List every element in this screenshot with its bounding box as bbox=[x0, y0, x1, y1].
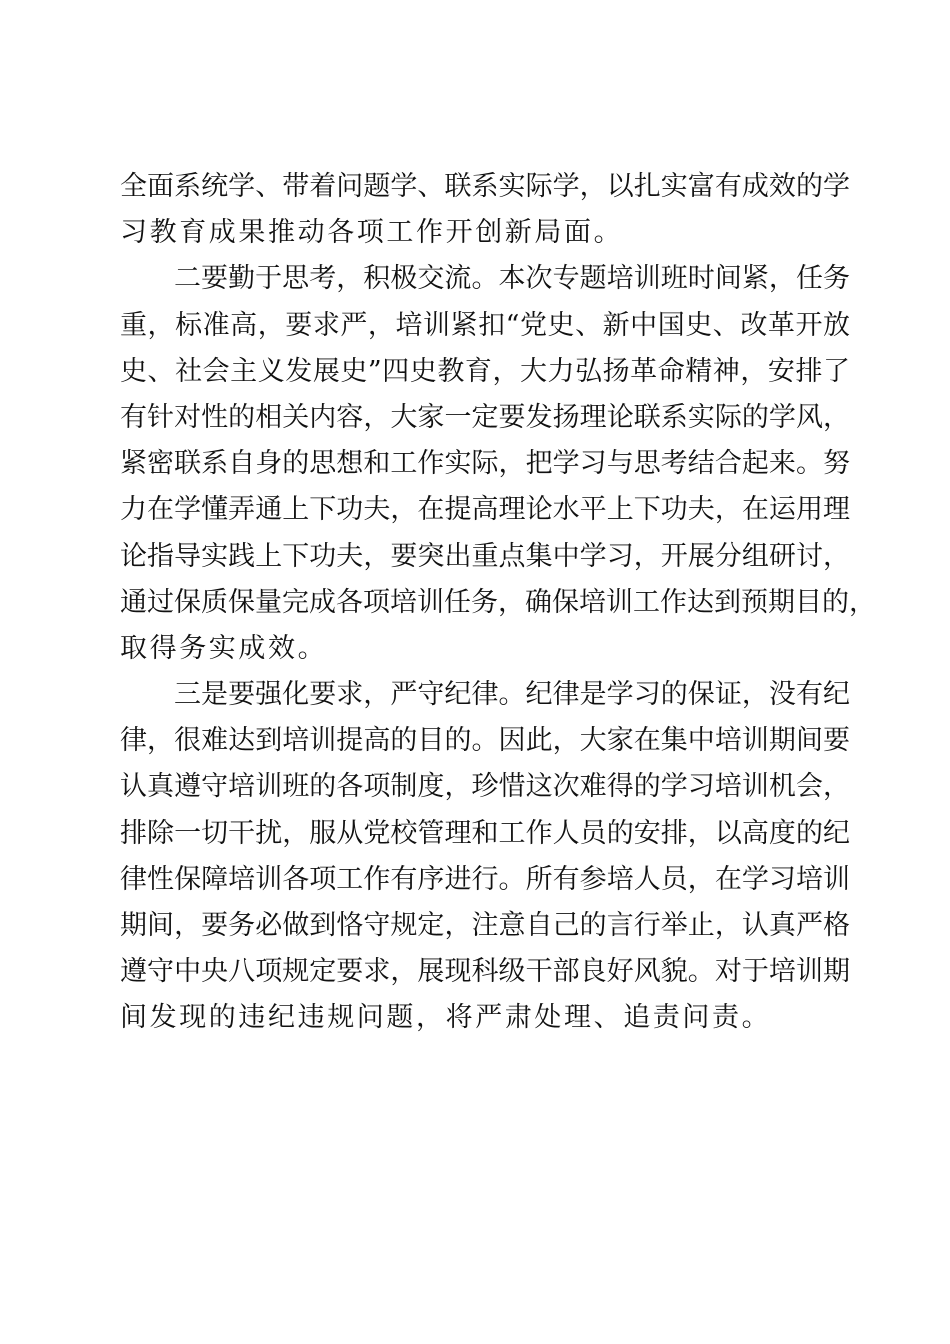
text-line: 律，很难达到培训提高的目的。因此，大家在集中培训期间要 bbox=[120, 725, 850, 757]
text-line: 论指导实践上下功夫，要突出重点集中学习，开展分组研讨， bbox=[120, 540, 850, 572]
text-line: 紧密联系自身的思想和工作实际，把学习与思考结合起来。努 bbox=[120, 448, 850, 480]
text-line: 全面系统学、带着问题学、联系实际学，以扎实富有成效的学 bbox=[120, 171, 850, 202]
text-line: 取得务实成效。 bbox=[120, 632, 328, 664]
text-line: 力在学懂弄通上下功夫，在提高理论水平上下功夫，在运用理 bbox=[120, 494, 850, 526]
text-line: 期间，要务必做到恪守规定，注意自己的言行举止，认真严格 bbox=[120, 910, 850, 941]
text-line: 排除一切干扰，服从党校管理和工作人员的安排，以高度的纪 bbox=[120, 817, 850, 849]
text-line: 认真遵守培训班的各项制度，珍惜这次难得的学习培训机会， bbox=[120, 771, 850, 803]
text-line: 通过保质保量完成各项培训任务，确保培训工作达到预期目的， bbox=[120, 586, 876, 618]
text-line: 有针对性的相关内容，大家一定要发扬理论联系实际的学风， bbox=[120, 401, 850, 433]
text-line: 习教育成果推动各项工作开创新局面。 bbox=[120, 217, 624, 249]
text-line: 律性保障培训各项工作有序进行。所有参培人员，在学习培训 bbox=[120, 863, 850, 895]
text-line: 史、社会主义发展史”四史教育，大力弘扬革命精神，安排了 bbox=[120, 355, 850, 387]
text-line: 间发现的违纪违规问题，将严肃处理、追责问责。 bbox=[120, 1002, 772, 1034]
text-line: 遵守中央八项规定要求，展现科级干部良好风貌。对于培训期 bbox=[120, 956, 850, 988]
text-line: 重，标准高，要求严，培训紧扣“党史、新中国史、改革开放 bbox=[120, 309, 850, 341]
paragraph-start-line: 二要勤于思考，积极交流。本次专题培训班时间紧，任务 bbox=[174, 263, 850, 295]
paragraph-start-line: 三是要强化要求，严守纪律。纪律是学习的保证，没有纪 bbox=[174, 679, 850, 711]
body-text bbox=[120, 164, 876, 1042]
